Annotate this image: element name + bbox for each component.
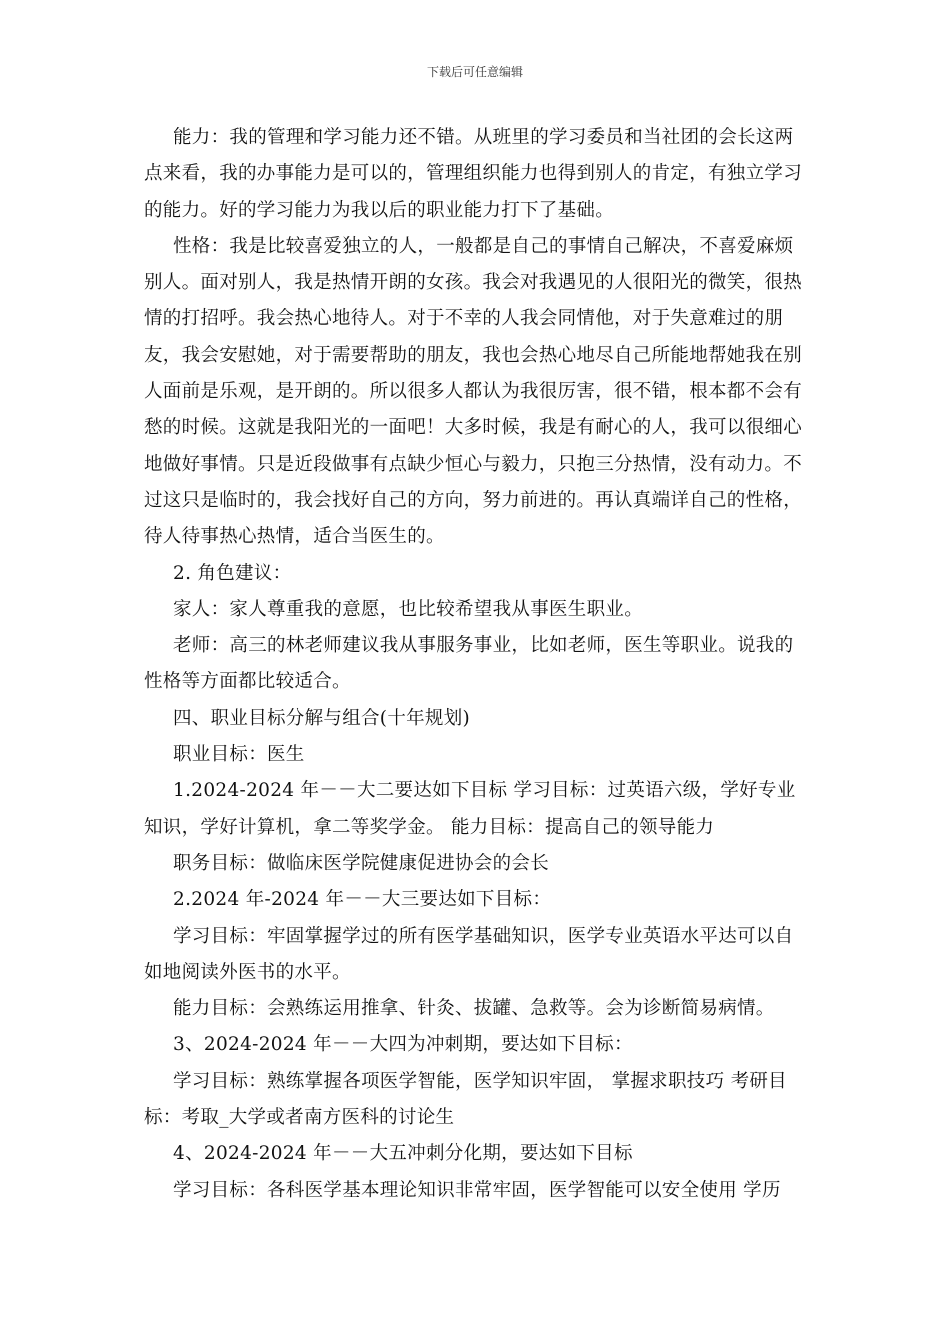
paragraph-ability-goal-year-three: 能力目标：会熟练运用推拿、针灸、拔罐、急救等。会为诊断简易病情。 — [173, 998, 775, 1020]
page-header: 下载后可任意编辑 — [426, 65, 523, 79]
paragraph-study-goal-year-four: 学习目标：熟练掌握各项医学智能，医学知识牢固， 掌握求职技巧 考研目标：考取_大学或者南方医科的讨论生 — [144, 1070, 787, 1129]
paragraph-ability: 能力：我的管理和学习能力还不错。从班里的学习委员和当社团的会长这两点来看，我的办事能力是可以的，管理组织能力也得到别人的肯定，有独立学习的能力。好的学习能力为我以后的职业能力打下了基础。 — [144, 127, 803, 221]
paragraph-study-goal-year-three: 学习目标：牢固掌握学过的所有医学基础知识，医学专业英语水平达可以自如地阅读外医书的水平。 — [144, 925, 794, 983]
paragraph-goal-year-two: 1.2024-2024 年－－大二要达如下目标 学习目标：过英语六级，学好专业知识，学好计算机，拿二等奖学金。 能力目标：提高自己的领导能力 — [144, 780, 796, 838]
paragraph-role-advice-heading: 2. 角色建议： — [173, 562, 292, 584]
paragraph-position-goal: 职务目标：做临床医学院健康促进协会的会长 — [173, 852, 550, 874]
paragraph-family: 家人：家人尊重我的意愿，也比较希望我从事医生职业。 — [173, 598, 644, 620]
paragraph-teacher: 老师：高三的林老师建议我从事服务事业，比如老师，医生等职业。说我的性格等方面都比较适合。 — [144, 635, 794, 693]
section-heading-career-goals: 四、职业目标分解与组合(十年规划) — [173, 707, 471, 729]
document-body — [144, 120, 812, 1209]
paragraph-career-goal: 职业目标：医生 — [173, 744, 305, 766]
paragraph-personality: 性格：我是比较喜爱独立的人，一般都是自己的事情自己解决，不喜爱麻烦别人。面对别人，我是热情开朗的女孩。我会对我遇见的人很阳光的微笑，很热情的打招呼。我会热心地待人。对于不幸的人我会同情他，对于失意难过的朋友，我会安慰她，对于需要帮助的朋友，我也会热心地尽自己所能地帮她我在别人面前是乐观，是开朗的。所以很多人都认为我很厉害，很不错，根本都不会有愁的时候。这就是我阳光的一面吧！大多时候，我是有耐心的人，我可以很细心地做好事情。只是近段做事有点缺少恒心与毅力，只抱三分热情，没有动力。不过这只是临时的，我会找好自己的方向，努力前进的。再认真端详自己的性格，待人待事热心热情，适合当医生的。 — [144, 235, 803, 548]
paragraph-goal-year-five-heading: 4、2024-2024 年－－大五冲刺分化期，要达如下目标 — [173, 1143, 633, 1165]
paragraph-goal-year-three-heading: 2.2024 年-2024 年－－大三要达如下目标： — [173, 889, 552, 911]
paragraph-goal-year-four-heading: 3、2024-2024 年－－大四为冲刺期，要达如下目标： — [173, 1034, 633, 1056]
paragraph-study-goal-year-five: 学习目标：各科医学基本理论知识非常牢固，医学智能可以安全使用 学历 — [173, 1179, 781, 1201]
